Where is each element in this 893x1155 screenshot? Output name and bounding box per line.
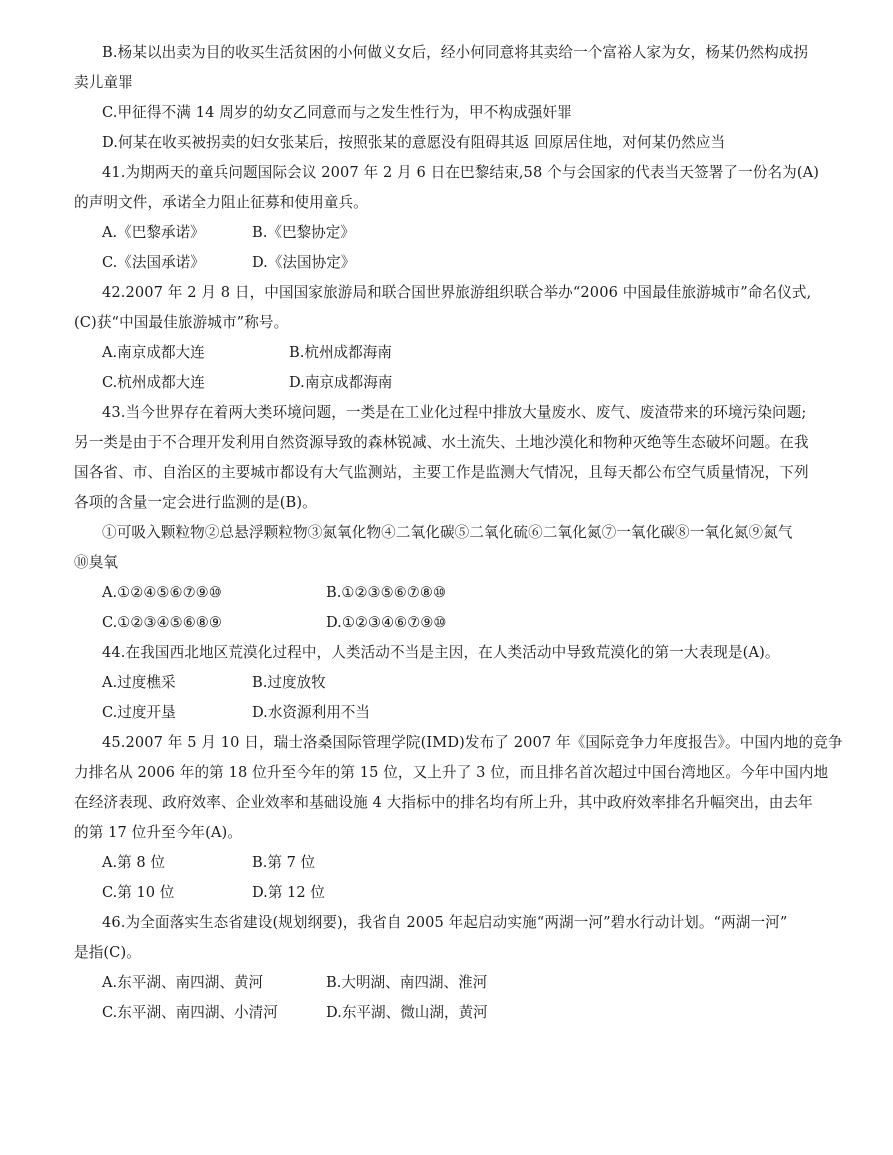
q40-option-d: D.何某在收买被拐卖的妇女张某后，按照张某的意愿没有阻碍其返 回原居住地，对何某仍然应当 [102, 134, 726, 151]
q42-stem-line2: (C)获“中国最佳旅游城市”称号。 [74, 314, 289, 331]
q42-option-c: C.杭州成都大连 [102, 374, 205, 391]
q44-option-c: C.过度开垦 [102, 704, 176, 721]
q41-option-d: D.《法国协定》 [252, 254, 356, 271]
q45-option-a: A.第 8 位 [102, 854, 165, 871]
q45-option-c: C.第 10 位 [102, 884, 175, 901]
q45-option-b: B.第 7 位 [252, 854, 316, 871]
q44-option-b: B.过度放牧 [252, 674, 326, 691]
q45-option-d: D.第 12 位 [252, 884, 325, 901]
q42-option-b: B.杭州成都海南 [289, 344, 392, 361]
q41-stem-line2: 的声明文件，承诺全力阻止征募和使用童兵。 [74, 194, 368, 211]
q43-option-d: D.①②③④⑥⑦⑨⑩ [326, 614, 447, 631]
q43-stem-line3: 国各省、市、自治区的主要城市都设有大气监测站，主要工作是监测大气情况，且每天都公布空气质量情况，下列 [74, 464, 809, 481]
q46-option-b: B.大明湖、南四湖、淮河 [326, 974, 488, 991]
q43-option-a: A.①②④⑤⑥⑦⑨⑩ [102, 584, 222, 601]
q45-stem-line3: 在经济表现、政府效率、企业效率和基础设施 4 大指标中的排名均有所上升，其中政府效率排名升幅突出，由去年 [74, 794, 813, 811]
q46-stem-line2: 是指(C)。 [74, 944, 141, 961]
q46-option-a: A.东平湖、南四湖、黄河 [102, 974, 264, 991]
q44-option-a: A.过度樵采 [102, 674, 176, 691]
q43-stem-line4: 各项的含量一定会进行监测的是(B)。 [74, 494, 317, 511]
q44-stem: 44.在我国西北地区荒漠化过程中，人类活动不当是主因，在人类活动中导致荒漠化的第一大表现是(A)。 [102, 644, 780, 661]
q45-stem-line2: 力排名从 2006 年的第 18 位升至今年的第 15 位，又上升了 3 位，而且排名首次超过中国台湾地区。今年中国内地 [74, 764, 829, 781]
q43-items-line1: ①可吸入颗粒物②总悬浮颗粒物③氮氧化物④二氧化碳⑤二氧化硫⑥二氧化氮⑦一氧化碳⑧一氧化氮⑨氮气 [102, 524, 793, 541]
q41-option-b: B.《巴黎协定》 [252, 224, 355, 241]
q46-option-d: D.东平湖、微山湖，黄河 [326, 1004, 488, 1021]
q43-option-c: C.①②③④⑤⑥⑧⑨ [102, 614, 222, 631]
q43-items-line2: ⑩臭氧 [74, 554, 119, 571]
q46-option-c: C.东平湖、南四湖、小清河 [102, 1004, 278, 1021]
q41-stem-line1: 41.为期两天的童兵问题国际会议 2007 年 2 月 6 日在巴黎结束,58 个与会国家的代表当天签署了一份名为(A) [102, 164, 820, 181]
q45-stem-line1: 45.2007 年 5 月 10 日，瑞士洛桑国际管理学院(IMD)发布了 2007 年《国际竞争力年度报告》。中国内地的竞争 [102, 734, 843, 751]
q43-stem-line2: 另一类是由于不合理开发利用自然资源导致的森林锐减、水土流失、土地沙漠化和物种灭绝等生态破坏问题。在我 [74, 434, 809, 451]
q40-option-c: C.甲征得不满 14 周岁的幼女乙同意而与之发生性行为，甲不构成强奸罪 [102, 104, 572, 121]
q46-stem-line1: 46.为全面落实生态省建设(规划纲要)，我省自 2005 年起启动实施“两湖一河”碧水行动计划。“两湖一河” [102, 914, 788, 931]
q43-option-b: B.①②③⑤⑥⑦⑧⑩ [326, 584, 447, 601]
q44-option-d: D.水资源利用不当 [252, 704, 370, 721]
q41-option-c: C.《法国承诺》 [102, 254, 205, 271]
q45-stem-line4: 的第 17 位升至今年(A)。 [74, 824, 243, 841]
q42-option-d: D.南京成都海南 [289, 374, 393, 391]
q41-option-a: A.《巴黎承诺》 [102, 224, 205, 241]
q43-stem-line1: 43.当今世界存在着两大类环境问题，一类是在工业化过程中排放大量废水、废气、废渣带来的环境污染问题; [102, 404, 807, 421]
q42-option-a: A.南京成都大连 [102, 344, 205, 361]
q40-option-b-line2: 卖儿童罪 [74, 74, 133, 91]
q40-option-b-line1: B.杨某以出卖为目的收买生活贫困的小何做义女后，经小何同意将其卖给一个富裕人家为女，杨某仍然构成拐 [102, 44, 809, 61]
q42-stem-line1: 42.2007 年 2 月 8 日，中国国家旅游局和联合国世界旅游组织联合举办“2006 中国最佳旅游城市”命名仪式, [102, 284, 812, 301]
